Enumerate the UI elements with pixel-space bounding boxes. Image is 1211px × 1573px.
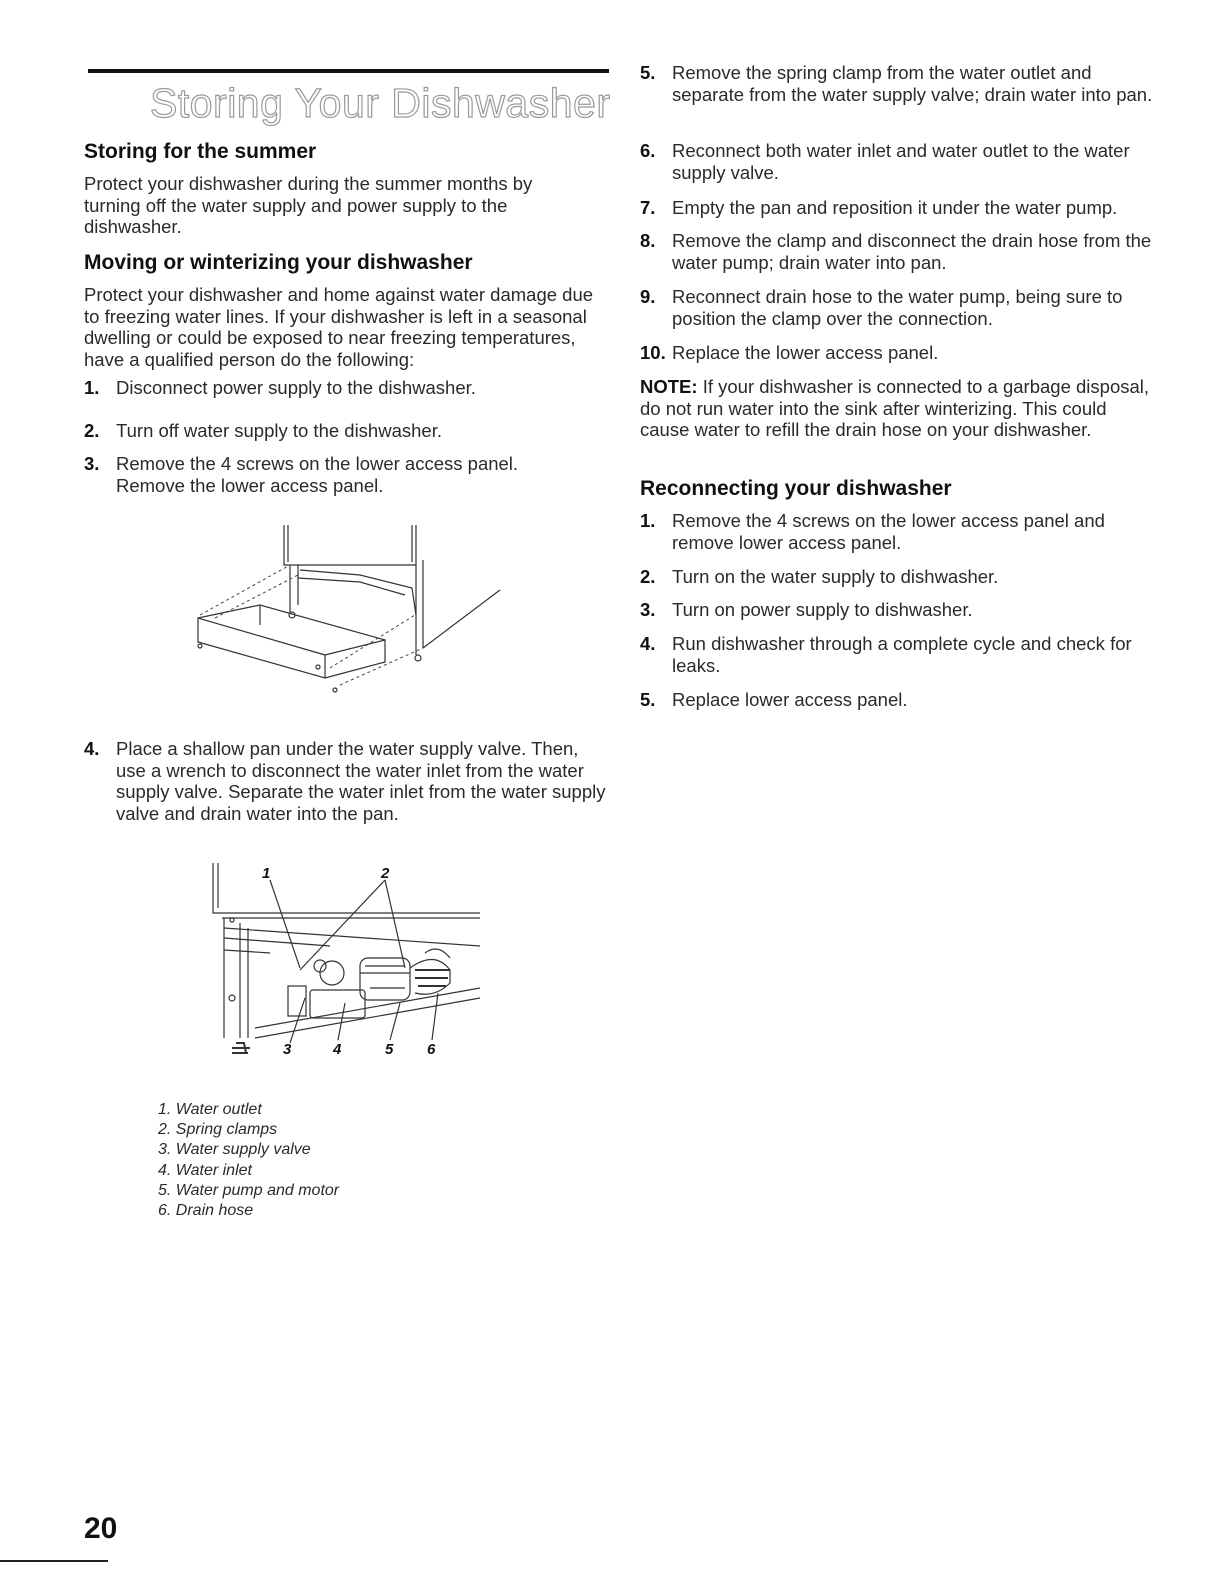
step-text: Reconnect both water inlet and water outlet to the water supply valve. bbox=[672, 140, 1130, 183]
callout-4: 4 bbox=[333, 1041, 342, 1058]
note-label: NOTE: bbox=[640, 376, 698, 397]
step-text: Turn on the water supply to dishwasher. bbox=[672, 566, 999, 587]
winterizing-body: Protect your dishwasher and home against water damage due to freezing water lines. If your dishwasher is left in a seasonal dwelling or could be exposed to near freezing temperatures, have a qualified person do the following: bbox=[84, 284, 594, 370]
step-text: Remove the 4 screws on the lower access panel and remove lower access panel. bbox=[672, 510, 1105, 553]
legend-item: 5. Water pump and motor bbox=[158, 1181, 340, 1199]
access-panel-diagram bbox=[180, 520, 510, 710]
step-text: Disconnect power supply to the dishwasher. bbox=[116, 377, 476, 398]
step-number: 2. bbox=[640, 566, 656, 587]
step-number: 9. bbox=[640, 286, 656, 307]
step-number: 6. bbox=[640, 140, 656, 161]
legend-item: 2. Spring clamps bbox=[158, 1121, 278, 1139]
step-number: 1. bbox=[640, 510, 656, 531]
step-text: Replace the lower access panel. bbox=[672, 342, 939, 363]
legend-item: 4. Water inlet bbox=[158, 1161, 252, 1179]
step-number: 4. bbox=[84, 738, 100, 759]
step-number: 5. bbox=[640, 689, 656, 710]
step-number: 4. bbox=[640, 633, 656, 654]
note-text: If your dishwasher is connected to a garbage disposal, do not run water into the sink after winterizing. This could cause water to refill the drain hose on your dishwasher. bbox=[640, 376, 1150, 440]
step-number: 8. bbox=[640, 230, 656, 251]
legend-item: 6. Drain hose bbox=[158, 1202, 254, 1220]
step-text: Remove the clamp and disconnect the drain hose from the water pump; drain water into pan. bbox=[672, 230, 1152, 273]
reconnecting-heading: Reconnecting your dishwasher bbox=[640, 477, 952, 500]
step-number: 1. bbox=[84, 377, 100, 398]
step-text: Turn on power supply to dishwasher. bbox=[672, 599, 973, 620]
step-text: Run dishwasher through a complete cycle and check for leaks. bbox=[672, 633, 1132, 676]
step-text: Turn off water supply to the dishwasher. bbox=[116, 420, 442, 441]
step-text: Reconnect drain hose to the water pump, being sure to position the clamp over the connection. bbox=[672, 286, 1123, 329]
step-number: 3. bbox=[84, 453, 100, 474]
page-number: 20 bbox=[84, 1512, 118, 1545]
summer-heading: Storing for the summer bbox=[84, 140, 317, 163]
legend-item: 3. Water supply valve bbox=[158, 1141, 311, 1159]
callout-3: 3 bbox=[283, 1041, 292, 1058]
callout-6: 6 bbox=[427, 1041, 436, 1058]
footer-rule bbox=[0, 1560, 108, 1562]
step-number: 7. bbox=[640, 197, 656, 218]
callout-2: 2 bbox=[381, 865, 390, 882]
legend-item: 1. Water outlet bbox=[158, 1101, 262, 1118]
step-text: Replace lower access panel. bbox=[672, 689, 908, 710]
summer-body: Protect your dishwasher during the summer months by turning off the water supply and power supply to the dishwasher. bbox=[84, 173, 533, 237]
callout-1: 1 bbox=[262, 865, 271, 882]
step-text: Empty the pan and reposition it under the water pump. bbox=[672, 197, 1118, 218]
callout-5: 5 bbox=[385, 1041, 394, 1058]
step-number: 5. bbox=[640, 62, 656, 83]
water-valve-diagram bbox=[210, 858, 490, 1063]
step-text: Remove the 4 screws on the lower access panel. Remove the lower access panel. bbox=[116, 453, 519, 496]
page-title: Storing Your Dishwasher bbox=[150, 80, 611, 126]
step-text: Remove the spring clamp from the water outlet and separate from the water supply valve; drain water into pan. bbox=[672, 62, 1153, 105]
diagram-legend bbox=[158, 1100, 339, 1221]
step-number: 10. bbox=[640, 342, 666, 363]
winterizing-heading: Moving or winterizing your dishwasher bbox=[84, 251, 473, 274]
step-number: 3. bbox=[640, 599, 656, 620]
header-rule bbox=[88, 69, 609, 73]
step-number: 2. bbox=[84, 420, 100, 441]
step-text: Place a shallow pan under the water supply valve. Then, use a wrench to disconnect the water inlet from the water supply valve. Separate the water inlet from the water supply valve and drain water into the pan. bbox=[116, 738, 606, 824]
note bbox=[640, 376, 1150, 441]
